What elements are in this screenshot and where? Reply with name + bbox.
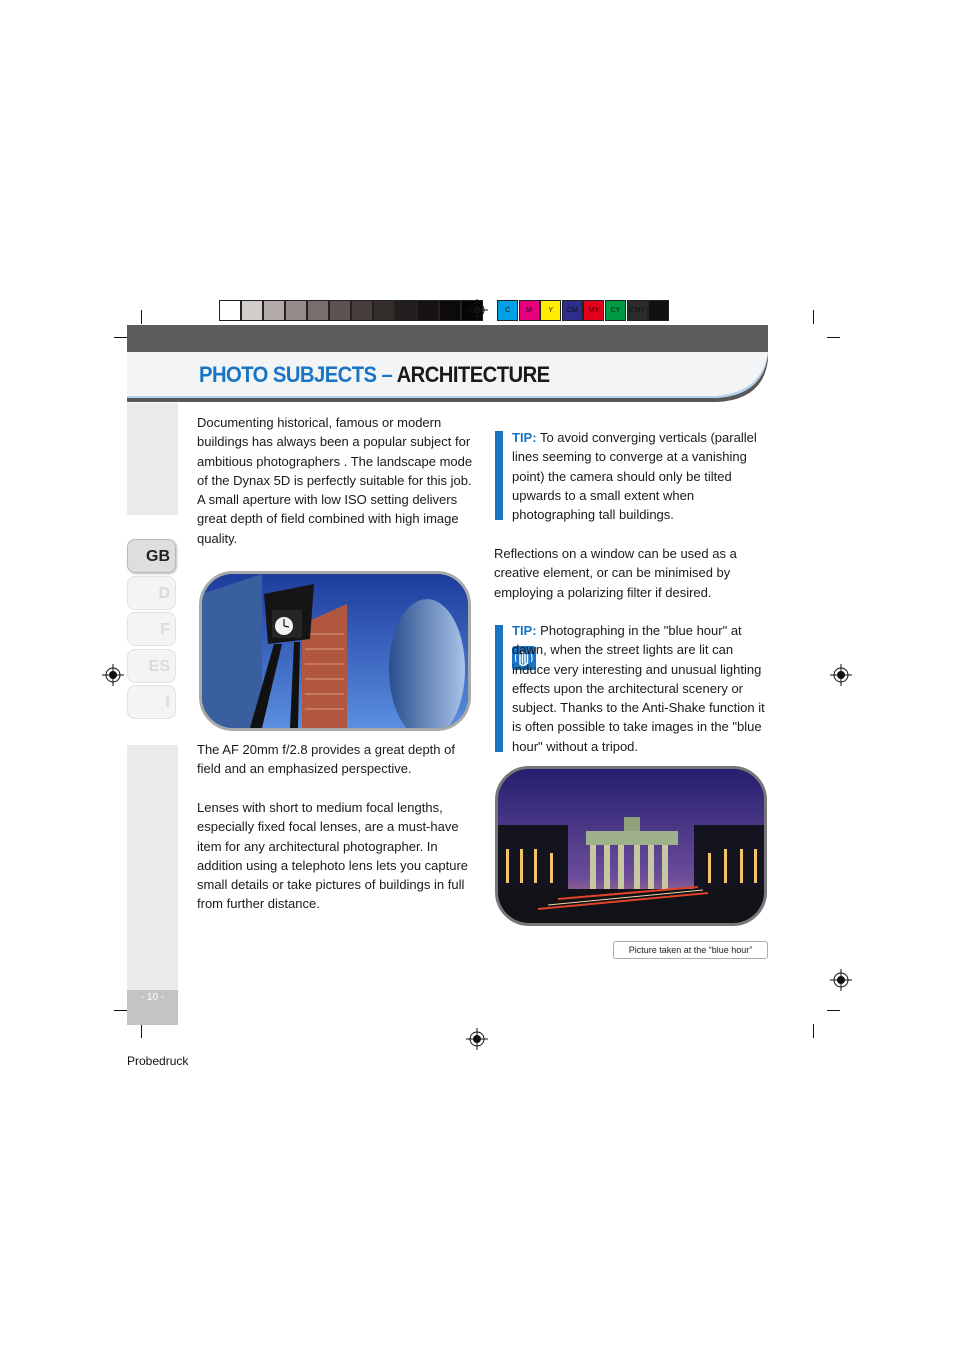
- cmyk-swatch: M: [519, 300, 540, 321]
- registration-mark-icon: [830, 969, 852, 991]
- language-tab-f[interactable]: F: [127, 612, 176, 646]
- language-tab-i[interactable]: I: [127, 685, 176, 719]
- potsdamer-platz-image: [202, 574, 468, 728]
- crop-mark: [141, 1024, 142, 1038]
- gray-swatch: [241, 300, 263, 321]
- title-subject: PHOTO SUBJECTS –: [199, 362, 393, 387]
- registration-mark-icon: [830, 664, 852, 686]
- gray-swatch: [373, 300, 395, 321]
- page-number: - 10 -: [127, 990, 178, 1025]
- gray-swatch: [395, 300, 417, 321]
- cmyk-swatch: CM: [562, 300, 583, 321]
- architecture-photo: [199, 571, 471, 731]
- tip-converging-verticals: [512, 428, 770, 524]
- gray-swatch: [263, 300, 285, 321]
- reflections-paragraph: Reflections on a window can be used as a creative element, or can be minimised by employing a polarizing filter if desired.: [494, 546, 737, 600]
- registration-mark-icon: [466, 1028, 488, 1050]
- gray-swatch: [439, 300, 461, 321]
- cmyk-swatch: MY: [583, 300, 604, 321]
- crop-mark: [827, 337, 840, 338]
- blue-hour-photo: [495, 766, 767, 926]
- crop-mark: [813, 310, 814, 324]
- brandenburg-gate-image: [498, 769, 764, 923]
- gray-swatch: [285, 300, 307, 321]
- crop-mark: [813, 1024, 814, 1038]
- footer-label: Probedruck: [127, 1054, 189, 1068]
- crop-mark: [141, 310, 142, 324]
- page-title: [199, 362, 550, 388]
- registration-mark-icon: [466, 299, 488, 321]
- photo-caption: Picture taken at the “blue hour”: [613, 941, 768, 959]
- crop-mark: [114, 1010, 127, 1011]
- tip-label: TIP:: [512, 623, 537, 638]
- header-bar: [127, 325, 768, 352]
- tip-accent-bar: [495, 431, 503, 520]
- crop-mark: [827, 1010, 840, 1011]
- gray-swatch: [219, 300, 241, 321]
- language-tab-d[interactable]: D: [127, 576, 176, 610]
- tip-text: To avoid converging verticals (parallel lines seeming to converge at a vanishing point) the camera should only be tilted upwards to a small extent when photographing tall buildings.: [512, 430, 757, 523]
- gray-swatch: [329, 300, 351, 321]
- cmyk-swatch: CY: [605, 300, 626, 321]
- gray-swatch: [417, 300, 439, 321]
- title-topic: ARCHITECTURE: [392, 362, 550, 387]
- intro-paragraph: Documenting historical, famous or modern buildings has always been a popular subject for ambitious photographers . The landscape mode of the Dynax 5D is perfectly suitable for this job. A small aperture with low ISO setting delivers great depth of field combined with high image quality.: [197, 415, 473, 546]
- cmyk-swatch: K: [648, 300, 669, 321]
- lens-photo-description: The AF 20mm f/2.8 provides a great depth of field and an emphasized perspective.: [197, 742, 455, 777]
- lenses-paragraph: Lenses with short to medium focal lengths, especially fixed focal lenses, are a must-have item for any architectural photographer. In addition using a telephoto lens lets you capture small details or take pictures of buildings in full from further distance.: [197, 800, 469, 912]
- language-tab-es[interactable]: ES: [127, 649, 176, 683]
- gray-swatch: [307, 300, 329, 321]
- crop-mark: [114, 337, 127, 338]
- cmyk-swatch: CMY: [627, 300, 648, 321]
- registration-mark-icon: [102, 664, 124, 686]
- language-tab-gb[interactable]: GB: [127, 539, 176, 573]
- sidebar-strip-top: [127, 403, 178, 515]
- tip-blue-hour: [512, 621, 770, 756]
- tip-accent-bar: [495, 625, 503, 752]
- sidebar-strip-bottom: [127, 745, 178, 990]
- cmyk-swatch: Y: [540, 300, 561, 321]
- tip-label: TIP:: [512, 430, 537, 445]
- tip-text: Photographing in the "blue hour" at dawn, when the street lights are lit can induce very interesting and unusual lighting effects upon the architectural scenery or subject. Thanks to the Anti-Shake function it is often possible to take images in the "blue hour" without a tripod.: [512, 623, 765, 754]
- gray-swatch: [351, 300, 373, 321]
- cmyk-swatch: C: [497, 300, 518, 321]
